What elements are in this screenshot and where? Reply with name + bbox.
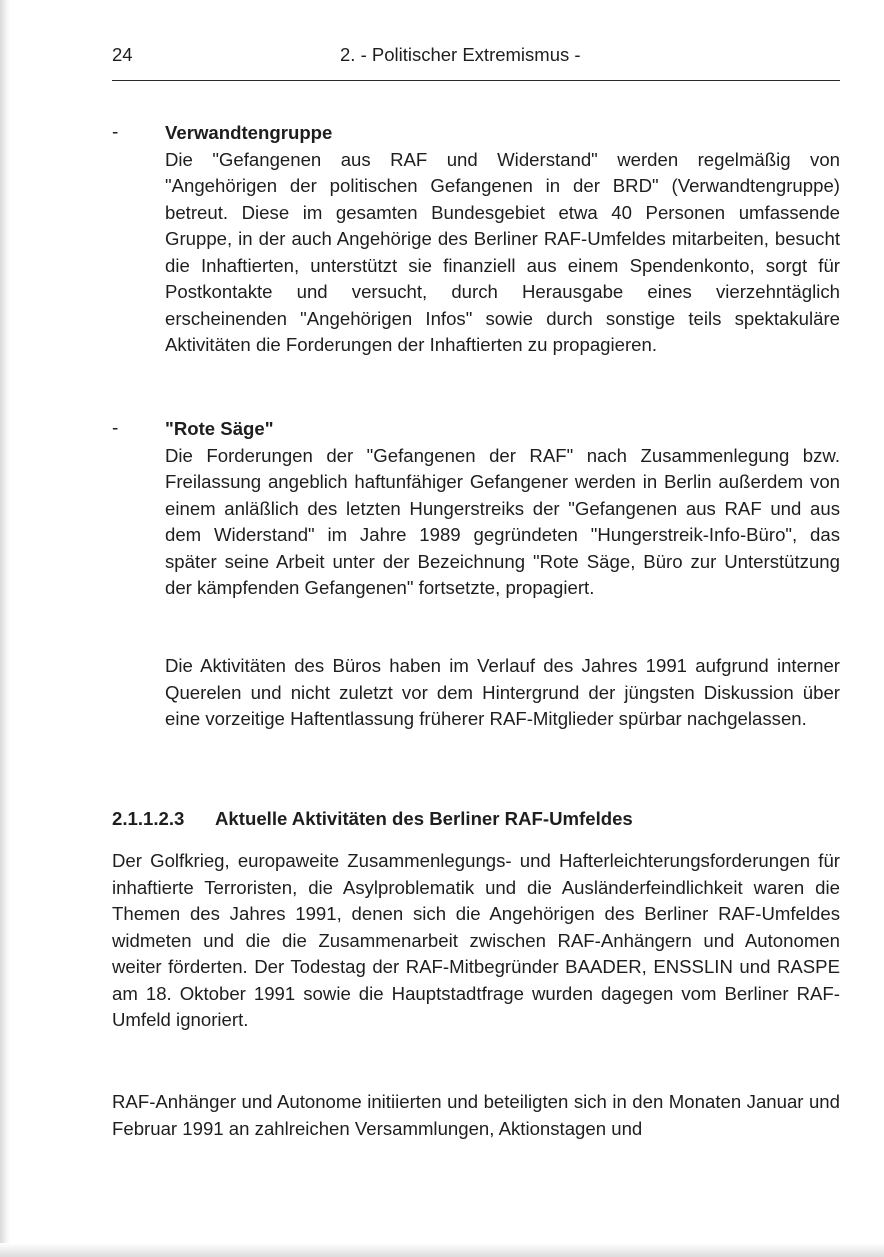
bureau-paragraph: Die Aktivitäten des Büros haben im Verlauf des Jahres 1991 aufgrund interner Querelen und nicht zuletzt vor dem Hintergrund der jüngsten Diskussion über eine vorzeitige Haftentlassung früherer RAF-Mitglieder spürbar nachgelassen. [165, 655, 840, 729]
section-paragraph: Der Golfkrieg, europaweite Zusammenlegungs- und Hafterleichterungsforderungen für inhaftierte Terroristen, die Asylproblematik und die Ausländerfeindlichkeit waren die Themen des Jahres 1991, denen sich die Angehörigen des Berliner RAF-Umfeldes widmeten und die die Zusammenarbeit zwischen RAF-Anhängern und Autonomen weiter förderten. Der Todestag der RAF-Mitbegründer BAADER, ENSSLIN und RASPE am 18. Oktober 1991 sowie die Hauptstadtfrage wurden dagegen vom Berliner RAF-Umfeld ignoriert. [112, 850, 840, 1030]
header-rule [112, 80, 840, 81]
page-header [112, 44, 840, 72]
bullet-text: Die Forderungen der "Gefangenen der RAF" nach Zusammenlegung bzw. Freilassung angeblich haftunfähiger Gefangener werden in Berlin außerdem von einem anläßlich des letzten Hungerstreiks der "Gefangenen aus RAF und aus dem Widerstand" im Jahre 1989 gegründeten "Hungerstreik-Info-Büro", das später seine Arbeit unter der Bezeichnung "Rote Säge, Büro zur Unterstützung der kämpfenden Gefangenen" fortsetzte, propagiert. [165, 444, 840, 598]
scan-shadow-left [0, 0, 10, 1257]
scan-shadow-bottom [0, 1243, 884, 1257]
bullet-title: Verwandtengruppe [165, 122, 333, 143]
section-paragraph: RAF-Anhänger und Autonome initiierten und beteiligten sich in den Monaten Januar und Februar 1991 an zahlreichen Versammlungen, Aktionstagen und [112, 1091, 840, 1139]
bullet-text: Die "Gefangenen aus RAF und Widerstand" werden regelmäßig von "Angehörigen der politischen Gefangenen in der BRD" (Verwandtengruppe) betreut. Diese im gesamten Bundesgebiet etwa 40 Personen umfassende Gruppe, in der auch Angehörige des Berliner RAF-Umfeldes mitarbeiten, besucht die Inhaftierten, unterstützt sie finanziell aus einem Spendenkonto, sorgt für Postkontakte und versucht, durch Herausgabe eines vierzehntäglich erscheinenden "Angehörigen Infos" sowie durch sonstige teils spektakuläre Aktivitäten die Forderungen der Inhaftierten zu propagieren. [165, 148, 840, 355]
section-heading [112, 806, 840, 833]
bullet-title: "Rote Säge" [165, 418, 274, 439]
bullet-marker: - [112, 418, 119, 439]
bullet-rote-saege [112, 416, 840, 602]
section-number: 2.1.1.2.3 [112, 808, 185, 829]
page-number: 24 [112, 44, 133, 65]
section-title: Aktuelle Aktivitäten des Berliner RAF-Umfeldes [215, 808, 633, 829]
bullet-marker: - [112, 122, 119, 143]
bullet-verwandtengruppe [112, 120, 840, 359]
running-head: 2. - Politischer Extremismus - [340, 44, 581, 65]
